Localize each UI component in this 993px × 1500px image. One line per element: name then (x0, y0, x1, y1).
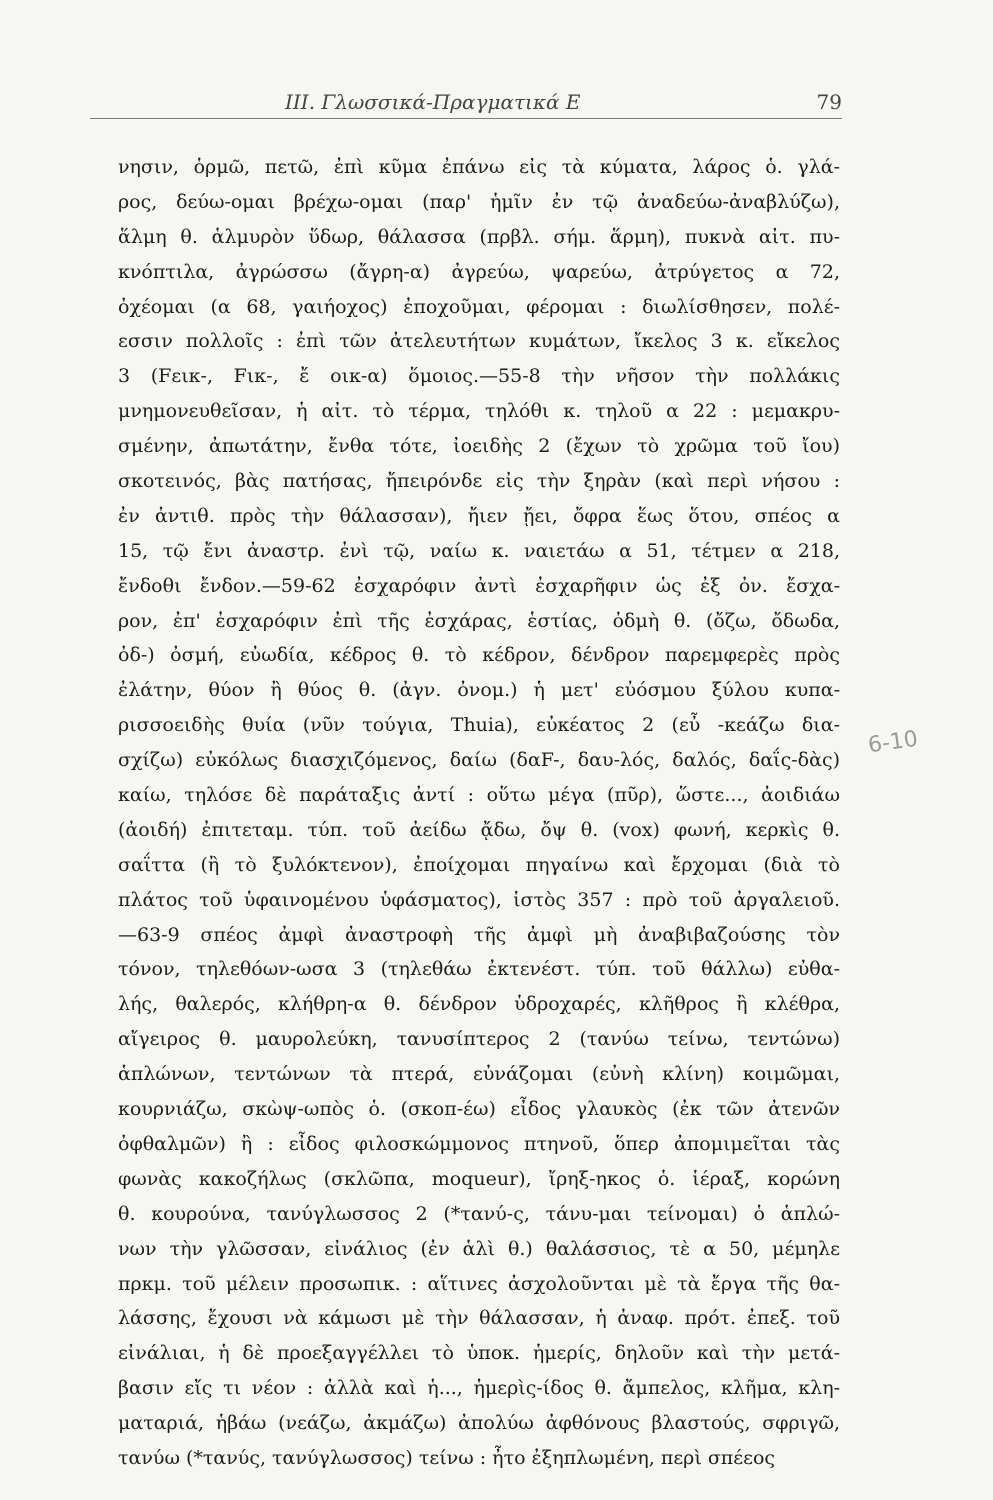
running-head: ΙΙΙ. Γλωσσικά-Πραγματικά Ε (285, 90, 581, 114)
text-line: σμένην, ἀπωτάτην, ἔνθα τότε, ἰοειδὴς 2 (ἔχων τὸ χρῶμα τοῦ ἴου) (118, 435, 840, 458)
text-line: ὀχέομαι (α 68, γαιήοχος) ἐποχοῦμαι, φέρομαι : διωλίσθησεν, πολέ- (118, 295, 840, 318)
text-line: θ. κουρούνα, τανύγλωσσος 2 (*τανύ-ς, τάνυ-μαι τείνομαι) ὁ ἁπλώ- (118, 1202, 840, 1225)
text-line: ρος, δεύω-ομαι βρέχω-ομαι (παρ' ἡμῖν ἐν τῷ ἀναδεύω-ἀναβλύζω), (118, 190, 840, 213)
page-header (90, 88, 842, 119)
text-line: νησιν, ὁρμῶ, πετῶ, ἐπὶ κῦμα ἐπάνω εἰς τὰ κύματα, λάρος ὁ. γλά- (118, 156, 840, 178)
text-line: κουρνιάζω, σκὼψ-ωπὸς ὁ. (σκοπ-έω) εἶδος γλαυκὸς (ἐκ τῶν ἀτενῶν (118, 1098, 840, 1121)
text-line: ρον, ἐπ' ἐσχαρόφιν ἐπὶ τῆς ἐσχάρας, ἑστίας, ὀδμὴ θ. (ὄζω, ὄδωδα, (118, 609, 840, 632)
text-line: σαΐττα (ἢ τὸ ξυλόκτενον), ἐποίχομαι πηγαίνω καὶ ἔρχομαι (διὰ τὸ (118, 853, 840, 876)
text-line: μνημονευθεῖσαν, ἡ αἰτ. τὸ τέρμα, τηλόθι κ. τηλοῦ α 22 : μεμακρυ- (118, 400, 840, 423)
text-line: λής, θαλερός, κλήθρη-α θ. δένδρον ὑδροχαρές, κλῆθρος ἢ κλέθρα, (118, 993, 840, 1016)
text-line: ματαριά, ἡβάω (νεάζω, ἀκμάζω) ἀπολύω ἀφθόνους βλαστούς, σφριγῶ, (118, 1412, 840, 1435)
text-line: ἔνδοθι ἔνδον.—59-62 ἐσχαρόφιν ἀντὶ ἐσχαρῆφιν ὡς ἐξ ὀν. ἔσχα- (118, 574, 840, 597)
text-line: κνόπτιλα, ἀγρώσσω (ἄγρη-α) ἀγρεύω, ψαρεύω, ἀτρύγετος α 72, (118, 260, 840, 283)
text-line: σκοτεινός, βὰς πατήσας, ἤπειρόνδε εἰς τὴν ξηρὰν (καὶ περὶ νήσου : (118, 470, 840, 493)
text-line: 15, τῷ ἔνι ἀναστρ. ἐνὶ τῷ, ναίω κ. ναιετάω α 51, τέτμεν α 218, (118, 539, 840, 562)
commentary-body (118, 150, 840, 1476)
text-line: εσσιν πολλοῖς : ἐπὶ τῶν ἀτελευτήτων κυμάτων, ἴκελος 3 κ. εἴκελος (118, 330, 840, 353)
text-line: φωνὰς κακοζήλως (σκλῶπα, moqueur), ἴρηξ-ηκος ὁ. ἱέραξ, κορώνη (118, 1167, 840, 1190)
text-line: αἴγειρος θ. μαυρολεύκη, τανυσίπτερος 2 (τανύω τείνω, τεντώνω) (118, 1028, 840, 1051)
text-line: —63-9 σπέος ἀμφὶ ἀναστροφὴ τῆς ἀμφὶ μὴ ἀναβιβαζούσης τὸν (118, 923, 840, 946)
text-line: καίω, τηλόσε δὲ παράταξις ἀντί : οὕτω μέγα (πῦρ), ὥστε..., ἀοιδιάω (118, 784, 840, 807)
text-line: πρκμ. τοῦ μέλειν προσωπικ. : αἵτινες ἀσχολοῦνται μὲ τὰ ἔργα τῆς θα- (118, 1272, 840, 1295)
text-line: ἐν ἀντιθ. πρὸς τὴν θάλασσαν), ἤιεν ᾔει, ὄφρα ἕως ὅτου, σπέος α (118, 504, 840, 527)
text-line: 3 (Fεικ-, Fικ-, ἔ οικ-α) ὅμοιος.—55-8 τὴν νῆσον τὴν πολλάκις (118, 365, 840, 388)
text-line: νων τὴν γλῶσσαν, εἰνάλιος (ἐν ἁλὶ θ.) θαλάσσιος, τὲ α 50, μέμηλε (118, 1237, 840, 1260)
text-line: τόνον, τηλεθόων-ωσα 3 (τηλεθάω ἐκτενέστ. τύπ. τοῦ θάλλω) εὐθα- (118, 958, 840, 981)
text-line: σχίζω) εὐκόλως διασχιζόμενος, δαίω (δαF-, δαυ-λός, δαλός, δαΐς-δὰς) (118, 749, 840, 772)
page-number: 79 (816, 90, 842, 114)
text-line: βασιν εἴς τι νέον : ἀλλὰ καὶ ἡ..., ἡμερὶς-ίδος θ. ἄμπελος, κλῆμα, κλη- (118, 1377, 840, 1400)
text-line: (ἀοιδή) ἐπιτεταμ. τύπ. τοῦ ἀείδω ᾄδω, ὄψ θ. (vox) φωνή, κερκὶς θ. (118, 818, 840, 841)
text-line: εἰνάλιαι, ἡ δὲ προεξαγγέλλει τὸ ὑποκ. ἡμερίς, δηλοῦν καὶ τὴν μετά- (118, 1342, 840, 1365)
text-line: ἁπλώνων, τεντώνων τὰ πτερά, εὐνάζομαι (εὐνὴ κλίνη) κοιμῶμαι, (118, 1063, 840, 1086)
text-line: λάσσης, ἔχουσι νὰ κάμωσι μὲ τὴν θάλασσαν, ἡ ἀναφ. πρότ. ἐπεξ. τοῦ (118, 1307, 840, 1330)
text-line: ὀδ-) ὀσμή, εὐωδία, κέδρος θ. τὸ κέδρον, δένδρον παρεμφερὲς πρὸς (118, 644, 840, 667)
text-line: ἅλμη θ. ἁλμυρὸν ὕδωρ, θάλασσα (πρβλ. σήμ. ἅρμη), πυκνὰ αἰτ. πυ- (118, 225, 840, 248)
text-line: πλάτος τοῦ ὑφαινομένου ὑφάσματος), ἱστὸς 357 : πρὸ τοῦ ἀργαλειοῦ. (118, 888, 840, 911)
text-line: ἐλάτην, θύον ἢ θύος θ. (ἀγν. ὀνομ.) ἡ μετ' εὐόσμου ξύλου κυπα- (118, 679, 840, 702)
text-line: ρισσοειδὴς θυία (νῦν τούγια, Thuia), εὐκέατος 2 (εὖ -κεάζω δια- (118, 714, 840, 737)
text-line: ὀφθαλμῶν) ἢ : εἶδος φιλοσκώμμονος πτηνοῦ, ὅπερ ἀπομιμεῖται τὰς (118, 1132, 840, 1155)
text-line: τανύω (*τανύς, τανύγλωσσος) τείνω : ἦτο ἐξηπλωμένη, περὶ σπέεος (118, 1446, 776, 1469)
handwritten-margin-note: 6-10 (866, 726, 920, 759)
